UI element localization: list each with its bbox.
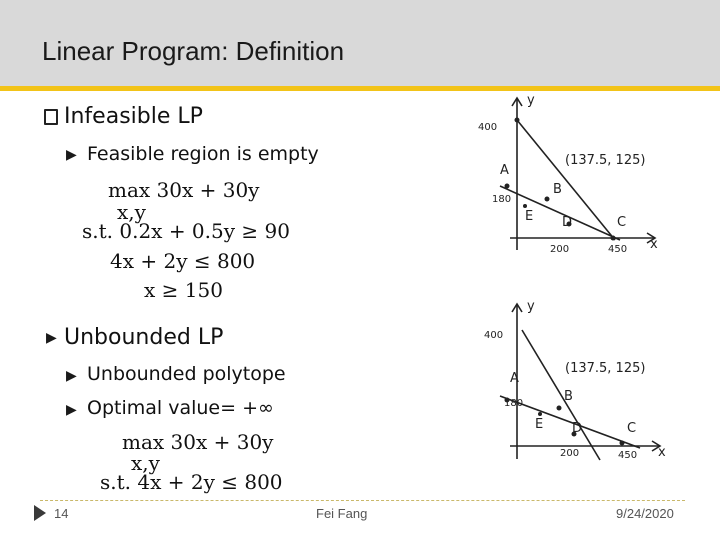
point-marker [538,412,542,416]
infeasible-feasible-region-sketch [470,90,670,255]
footer-divider [40,500,685,501]
bullet-arrow-icon: ▶ [66,368,77,384]
footer-arrow-icon [34,505,46,521]
point-marker [611,236,616,241]
unbounded-feasible-region-sketch [470,296,670,464]
x-tick-200: 200 [550,244,570,255]
infeasible-objective: max 30x + 30y [108,178,260,202]
point-marker [545,197,550,202]
bullet-arrow-icon: ▶ [66,147,77,163]
unbounded-objective: max 30x + 30y [122,430,274,454]
footer-date: 9/24/2020 [616,506,674,521]
bullet-arrow-icon: ▶ [66,402,77,418]
infeasible-constraint-2: 4x + 2y ≤ 800 [110,249,256,273]
x-axis-label: x [650,237,658,252]
point-b-coordinates: (137.5, 125) [565,361,646,376]
y-tick-180: 180 [492,194,512,205]
x-tick-450: 450 [618,450,638,461]
unbounded-objective-sub: x,y [131,451,160,475]
point-e-label: E [535,417,544,432]
point-e-label: E [525,209,534,224]
point-b-label: B [564,389,573,404]
point-marker [620,441,625,446]
x-axis-label: x [658,445,666,460]
page-number: 14 [54,506,69,521]
slide-title: Linear Program: Definition [42,36,345,66]
unbounded-sub-bullet-2: Optimal value= +∞ [87,397,274,419]
point-c-label: C [627,421,637,436]
unbounded-heading: Unbounded LP [64,325,224,350]
point-a-label: A [510,371,519,386]
point-marker [515,118,520,123]
constraint-line-steep [522,330,600,460]
point-d-label: D [572,421,583,436]
bullet-arrow-icon: ▶ [46,330,57,346]
y-tick-400: 400 [478,122,498,133]
point-marker [557,406,562,411]
infeasible-heading: Infeasible LP [64,104,203,129]
unbounded-constraint: s.t. 4x + 2y ≤ 800 [100,470,283,494]
y-tick-400: 400 [484,330,504,341]
point-marker [505,184,510,189]
footer-author: Fei Fang [316,506,368,521]
infeasible-constraint-3: x ≥ 150 [144,278,223,302]
checkbox-bullet-icon [44,109,58,125]
point-c-label: C [617,215,627,230]
x-tick-200: 200 [560,448,580,459]
y-axis-label: y [527,299,535,314]
infeasible-sub-bullet: Feasible region is empty [87,143,319,165]
point-marker [523,204,527,208]
infeasible-constraint-1: s.t. 0.2x + 0.5y ≥ 90 [82,219,290,243]
x-tick-450: 450 [608,244,628,255]
point-b-label: B [553,182,562,197]
y-axis-label: y [527,93,535,108]
unbounded-sub-bullet-1: Unbounded polytope [87,363,286,385]
y-tick-180: 180 [504,398,524,409]
point-d-label: D [562,215,573,230]
point-b-coordinates: (137.5, 125) [565,153,646,168]
infeasible-objective-sub: x,y [117,200,146,224]
point-a-label: A [500,163,509,178]
